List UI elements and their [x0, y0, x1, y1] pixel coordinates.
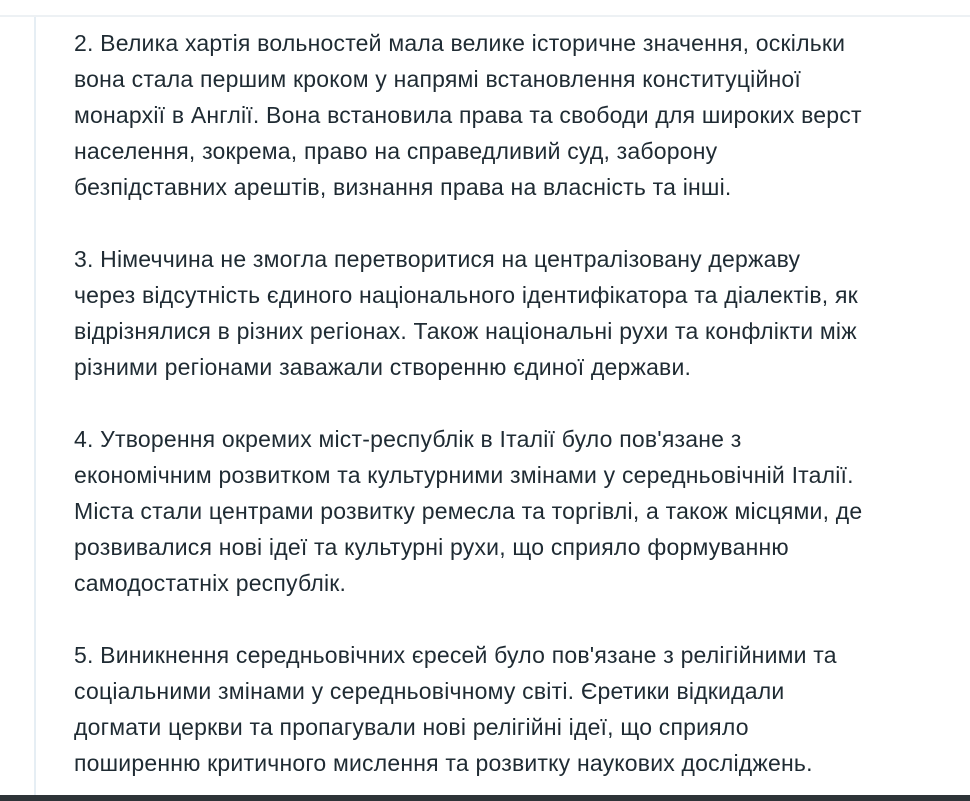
- answer-line: монархії в Англії. Вона встановила права та свободи для широких верст: [74, 102, 862, 128]
- bottom-scroll-bar: [0, 795, 970, 801]
- answer-line: вона стала першим кроком у напрямі встановлення конституційної: [74, 66, 802, 92]
- answer-paragraph-3: [74, 241, 970, 385]
- answer-line: населення, зокрема, право на справедливий суд, заборону: [74, 138, 718, 164]
- answer-line: 2. Велика хартія вольностей мала велике історичне значення, оскільки: [74, 30, 846, 56]
- answer-line: безпідставних арештів, визнання права на власність та інші.: [74, 174, 732, 200]
- answer-line: різними регіонами заважали створенню єдиної держави.: [74, 354, 692, 380]
- answer-line: догмати церкви та пропагували нові релігійні ідеї, що сприяло: [74, 714, 749, 740]
- top-divider: [0, 0, 970, 17]
- answer-line: економічним розвитком та культурними змінами у середньовічній Італії.: [74, 462, 854, 488]
- answer-line: розвивалися нові ідеї та культурні рухи, що сприяло формуванню: [74, 534, 789, 560]
- answer-line: через відсутність єдиного національного ідентифікатора та діалектів, як: [74, 282, 858, 308]
- answer-line: відрізнялися в різних регіонах. Також національні рухи та конфлікти між: [74, 318, 857, 344]
- answer-line: соціальними змінами у середньовічному світі. Єретики відкидали: [74, 678, 785, 704]
- answer-line: 4. Утворення окремих міст-республік в Італії було пов'язане з: [74, 426, 742, 452]
- answer-line: самодостатніх республік.: [74, 570, 347, 596]
- answer-line: 5. Виникнення середньовічних єресей було пов'язане з релігійними та: [74, 642, 837, 668]
- answer-content: [74, 25, 970, 795]
- answer-line: Міста стали центрами розвитку ремесла та торгівлі, а також місцями, де: [74, 498, 863, 524]
- left-rail: [0, 17, 36, 795]
- answer-paragraph-4: [74, 421, 970, 601]
- answer-paragraph-2: [74, 25, 970, 205]
- answer-paragraph-5: [74, 637, 970, 781]
- answer-line: поширенню критичного мислення та розвитку наукових досліджень.: [74, 750, 813, 776]
- answer-line: 3. Німеччина не змогла перетворитися на централізовану державу: [74, 246, 801, 272]
